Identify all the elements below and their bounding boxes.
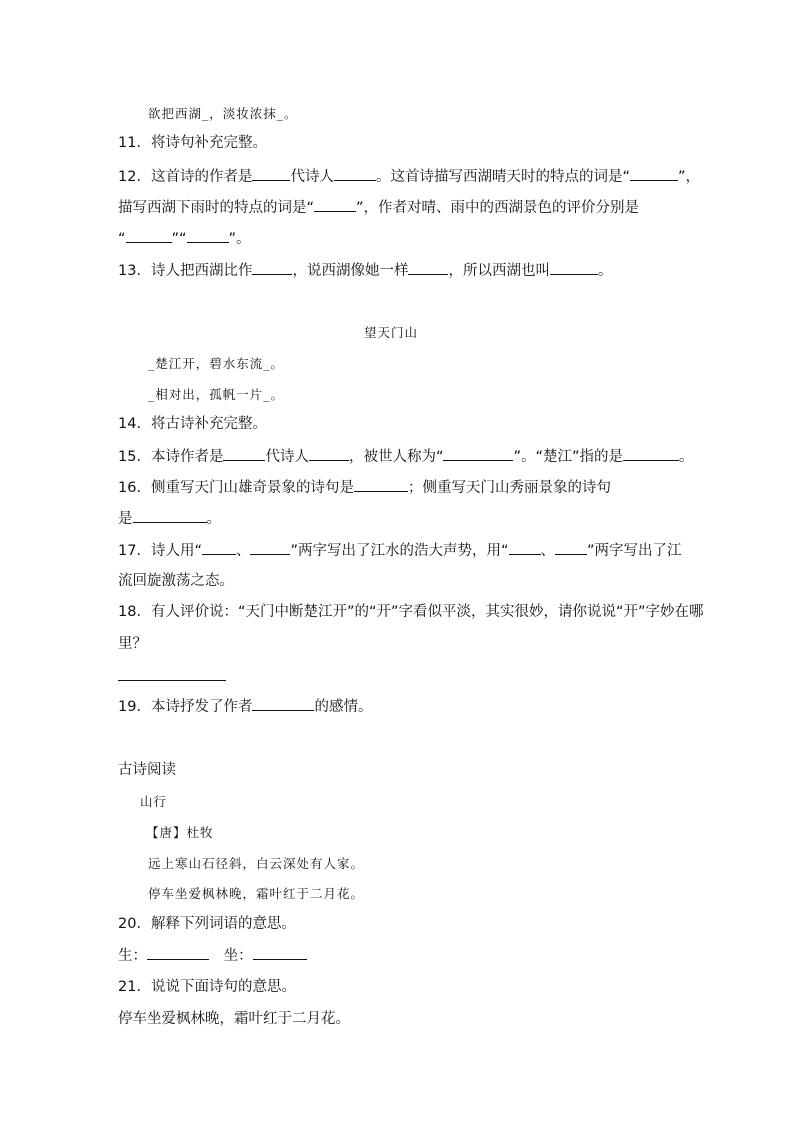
blank[interactable]	[509, 540, 541, 555]
blank[interactable]	[252, 696, 314, 711]
blank[interactable]	[443, 446, 513, 461]
blank[interactable]	[314, 197, 356, 212]
blank[interactable]	[354, 477, 408, 492]
tianmen-poem-title: 望天门山	[364, 325, 419, 340]
blank[interactable]	[253, 945, 307, 960]
answer-line[interactable]	[118, 680, 226, 681]
question-12-line-1: 12．这首诗的作者是 代诗人 。这首诗描写西湖晴天时的特点的词是“ ”，	[118, 166, 700, 187]
shanxing-poem-author: 【唐】杜牧	[146, 825, 214, 840]
question-21-line: 停车坐爱枫林晚，霜叶红于二月花。	[118, 1011, 350, 1027]
blank[interactable]	[408, 260, 448, 275]
blank[interactable]	[147, 945, 209, 960]
shanxing-poem-title: 山行	[140, 794, 168, 809]
xihu-poem-line: 欲把西湖_，淡妆浓抹_。	[148, 106, 298, 121]
question-17-line-1: 17．诗人用“ 、 ”两字写出了江水的浩大声势，用“ 、 ”两字写出了江	[118, 540, 682, 561]
question-16-line-1: 16．侧重写天门山雄奇景象的诗句是 ；侧重写天门山秀丽景象的诗句	[118, 477, 611, 498]
blank[interactable]	[223, 446, 265, 461]
question-18-line-1: 18．有人评价说：“天门中断楚江开”的“开”字看似平淡，其实很妙，请你说说“开”字妙在哪	[118, 604, 704, 620]
question-20: 20．解释下列词语的意思。	[118, 916, 296, 932]
blank[interactable]	[187, 228, 229, 243]
question-14: 14．将古诗补充完整。	[118, 416, 267, 432]
shanxing-poem-line-2: 停车坐爱枫林晚，霜叶红于二月花。	[148, 886, 365, 901]
blank[interactable]	[630, 166, 678, 181]
blank[interactable]	[252, 166, 290, 181]
question-18-line-2: 里？	[118, 636, 147, 652]
blank[interactable]	[250, 540, 290, 555]
question-11: 11．将诗句补充完整。	[118, 135, 267, 151]
section-title: 古诗阅读	[118, 762, 176, 778]
blank[interactable]	[623, 446, 679, 461]
blank[interactable]	[252, 260, 292, 275]
blank[interactable]	[555, 540, 587, 555]
question-15: 15．本诗作者是 代诗人 ，被世人称为“ ”。“楚江”指的是 。	[118, 446, 694, 467]
question-20-answers: 生： 坐：	[118, 945, 307, 966]
question-12-line-3: “ ”“ ”。	[118, 228, 251, 249]
blank[interactable]	[133, 508, 207, 523]
shanxing-poem-line-1: 远上寒山石径斜，白云深处有人家。	[148, 856, 365, 871]
blank[interactable]	[126, 228, 172, 243]
tianmen-poem-line-1: _楚江开，碧水东流_。	[148, 356, 285, 371]
blank[interactable]	[334, 166, 376, 181]
blank[interactable]	[309, 446, 349, 461]
blank[interactable]	[550, 260, 598, 275]
question-12-line-2: 描写西湖下雨时的特点的词是“ ”，作者对晴、雨中的西湖景色的评价分别是	[118, 197, 639, 218]
question-19: 19．本诗抒发了作者 的感情。	[118, 696, 372, 717]
blank[interactable]	[202, 540, 236, 555]
question-17-line-2: 流回旋激荡之态。	[118, 573, 234, 589]
question-13: 13．诗人把西湖比作 ，说西湖像她一样 ，所以西湖也叫 。	[118, 260, 612, 281]
question-16-line-2: 是 。	[118, 508, 221, 529]
tianmen-poem-line-2: _相对出，孤帆一片_。	[148, 387, 285, 402]
question-21: 21．说说下面诗句的意思。	[118, 979, 296, 995]
